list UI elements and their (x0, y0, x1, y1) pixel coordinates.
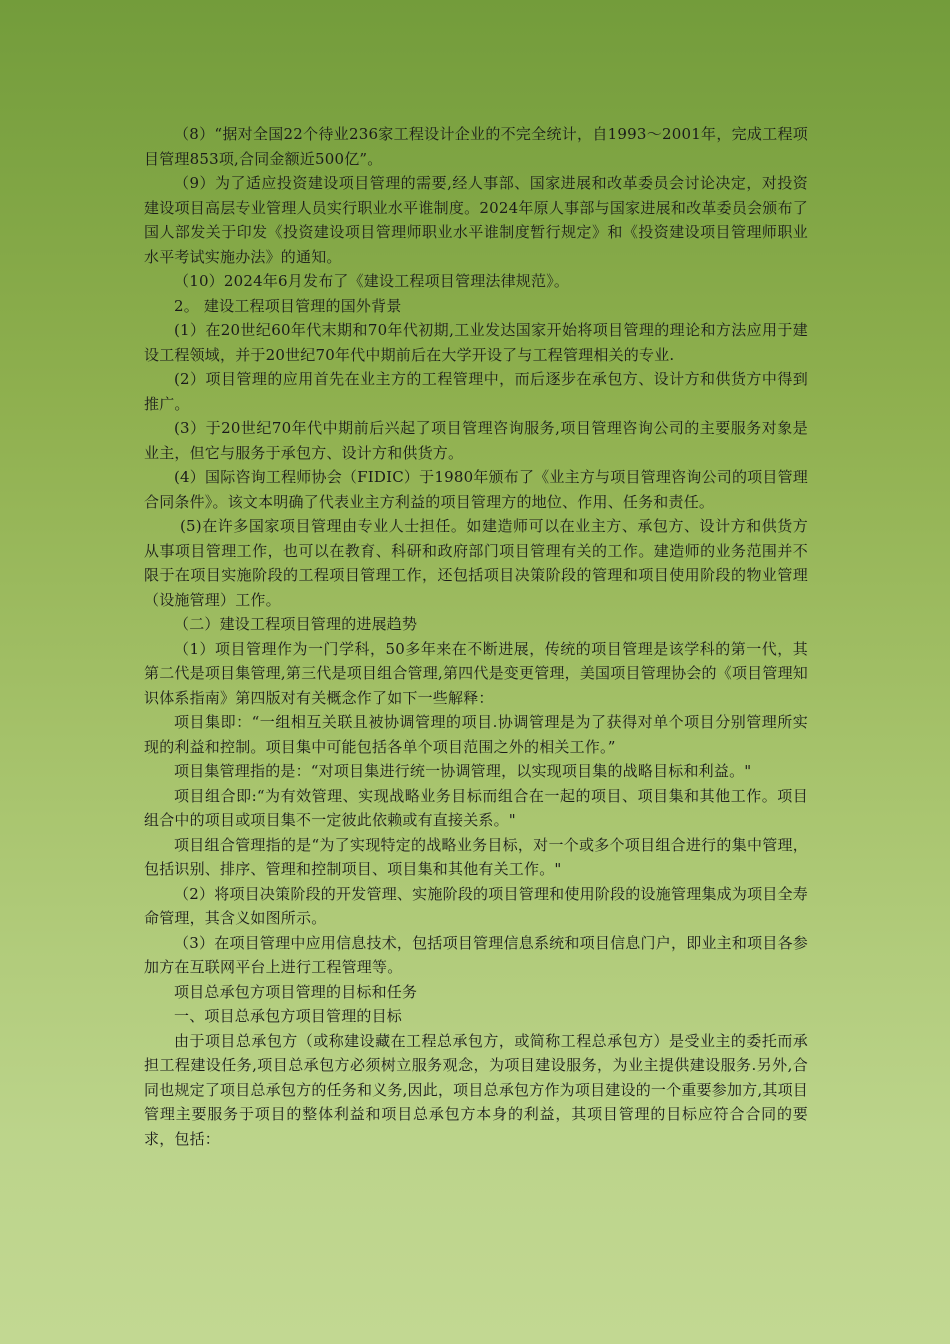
paragraph: (3）于20世纪70年代中期前后兴起了项目管理咨询服务,项目管理咨询公司的主要服务对象是业主，但它与服务于承包方、设计方和供货方。 (144, 419, 808, 462)
paragraph: 项目集管理指的是：“对项目集进行统一协调管理，以实现项目集的战略目标和利益。" (174, 762, 752, 780)
paragraph: (2）项目管理的应用首先在业主方的工程管理中，而后逐步在承包方、设计方和供货方中得到推广。 (144, 370, 808, 413)
section-heading: 2。 建设工程项目管理的国外背景 (174, 296, 402, 315)
paragraph: （9）为了适应投资建设项目管理的需要,经人事部、国家进展和改革委员会讨论决定，对投资建设项目高层专业管理人员实行职业水平谁制度。2024年原人事部与国家进展和改革委员会颁布了国人部发关于印发《投资建设项目管理师职业水平谁制度暂行规定》和《投资建设项目管理师职业水平考试实施办法》的通知。 (144, 174, 808, 266)
section-heading: 项目总承包方项目管理的目标和任务 (174, 982, 418, 1001)
paragraph: (5)在许多国家项目管理由专业人士担任。如建造师可以在业主方、承包方、设计方和供货方从事项目管理工作，也可以在教育、科研和政府部门项目管理有关的工作。建造师的业务范围并不限于在项目实施阶段的工程项目管理工作，还包括项目决策阶段的管理和项目使用阶段的物业管理（设施管理）工作。 (144, 517, 808, 609)
section-heading: （二）建设工程项目管理的进展趋势 (174, 615, 418, 633)
paragraph: 项目组合即:“为有效管理、实现战略业务目标而组合在一起的项目、项目集和其他工作。项目组合中的项目或项目集不一定彼此依赖或有直接关系。" (144, 786, 808, 829)
paragraph: 项目集即：“一组相互关联且被协调管理的项目.协调管理是为了获得对单个项目分别管理所实现的利益和控制。项目集中可能包括各单个项目范围之外的相关工作。” (144, 713, 808, 756)
document-body (144, 122, 808, 1151)
paragraph: （10）2024年6月发布了《建设工程项目管理法律规范》。 (174, 272, 570, 290)
paragraph: （1）项目管理作为一门学科，50多年来在不断进展，传统的项目管理是该学科的第一代，其第二代是项目集管理,第三代是项目组合管理,第四代是变更管理，美国项目管理协会的《项目管理知识体系指南》第四版对有关概念作了如下一些解释： (144, 639, 808, 707)
paragraph: （3）在项目管理中应用信息技术，包括项目管理信息系统和项目信息门户，即业主和项目各参加方在互联网平台上进行工程管理等。 (144, 933, 808, 976)
paragraph: 项目组合管理指的是“为了实现特定的战略业务目标，对一个或多个项目组合进行的集中管理，包括识别、排序、管理和控制项目、项目集和其他有关工作。" (144, 835, 808, 878)
paragraph: (1）在20世纪60年代末期和70年代初期,工业发达国家开始将项目管理的理论和方法应用于建设工程领域，并于20世纪70年代中期前后在大学开设了与工程管理相关的专业. (144, 321, 808, 364)
paragraph: 由于项目总承包方（或称建设藏在工程总承包方，或简称工程总承包方）是受业主的委托而承担工程建设任务,项目总承包方必须树立服务观念，为项目建设服务，为业主提供建设服务.另外,合同也规定了项目总承包方的任务和义务,因此，项目总承包方作为项目建设的一个重要参加方,其项目管理主要服务于项目的整体利益和项目总承包方本身的利益，其项目管理的目标应符合合同的要求，包括： (144, 1031, 808, 1148)
paragraph: (4）国际咨询工程师协会（FIDIC）于1980年颁布了《业主方与项目管理咨询公司的项目管理合同条件》。该文本明确了代表业主方利益的项目管理方的地位、作用、任务和责任。 (144, 468, 808, 511)
section-heading: 一、项目总承包方项目管理的目标 (174, 1007, 403, 1025)
paragraph: （8）“据对全国22个待业236家工程设计企业的不完全统计，自1993～2001年，完成工程项目管理853项,合同金额近500亿”。 (144, 125, 808, 168)
paragraph: （2）将项目决策阶段的开发管理、实施阶段的项目管理和使用阶段的设施管理集成为项目全寿命管理，其含义如图所示。 (144, 884, 808, 927)
